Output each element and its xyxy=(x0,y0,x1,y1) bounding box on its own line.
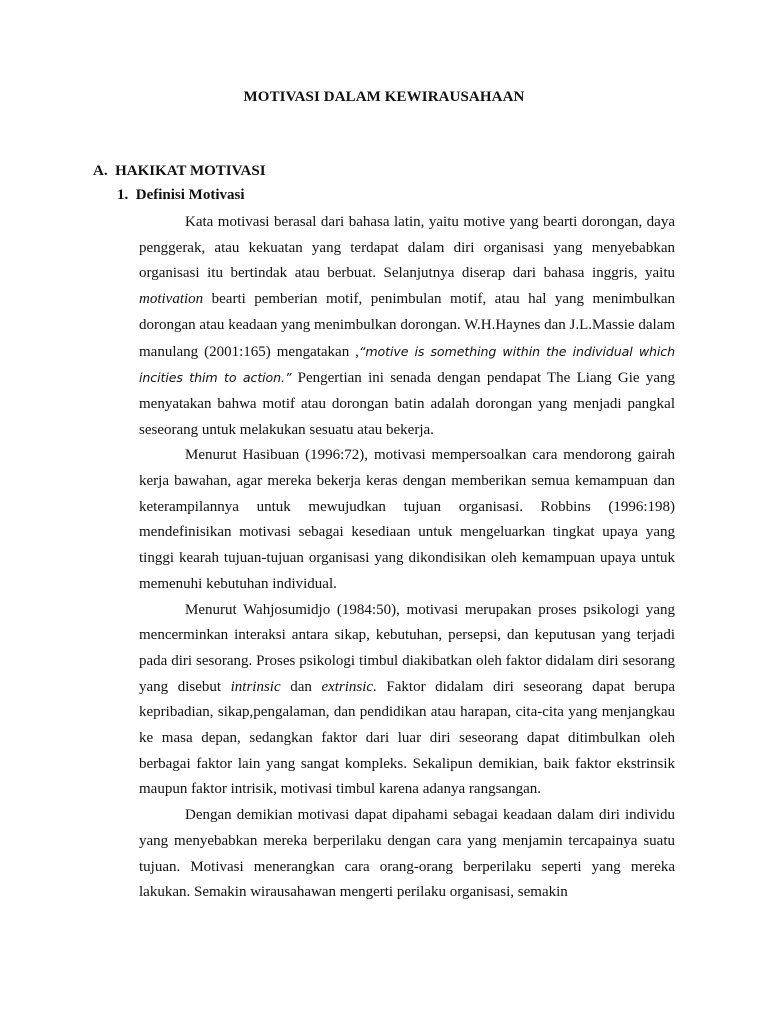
section-heading xyxy=(93,163,266,180)
paragraph-3 xyxy=(139,598,675,804)
paragraph-4: Dengan demikian motivasi dapat dipahami sebagai keadaan dalam diri individu yang menyebabkan mereka berperilaku dengan cara yang menjamin tercapainya suatu tujuan. Motivasi menerangkan cara orang-orang berperilaku seperti yang mereka lakukan. Semakin wirausahawan mengerti perilaku organisasi, semakin xyxy=(139,807,675,901)
p3-text-1: Menurut Wahjosumidjo (1984:50), motivasi merupakan proses psikologi yang mencerminkan interaksi antara sikap, kebutuhan, persepsi, dan keputusan yang terjadi pada diri sesorang. Proses psikologi timbul diakibatkan oleh faktor didalam diri sesorang yang disebut xyxy=(139,601,675,695)
p1-text-2: bearti pemberian motif, penimbulan motif, atau hal yang menimbulkan dorongan atau keadaan yang menimbulkan dorongan. W.H.Haynes dan J.L.Massie dalam manulang (2001:165) mengatakan , xyxy=(139,291,675,360)
subsection-label: Definisi Motivasi xyxy=(135,187,245,203)
p1-text-3: Pengertian ini senada dengan pendapat The Liang Gie yang menyatakan bahwa motif atau dorongan batin adalah dorongan yang menjadi pangkal seseorang untuk melakukan sesuatu atau bekerja. xyxy=(139,370,675,438)
paragraph-1 xyxy=(139,210,675,443)
body-text xyxy=(139,210,675,906)
document-title: MOTIVASI DALAM KEWIRAUSAHAAN xyxy=(243,89,525,105)
p3-text-2: dan xyxy=(280,678,322,695)
subsection-marker: 1. xyxy=(117,187,129,203)
section-label: HAKIKAT MOTIVASI xyxy=(115,163,266,179)
p3-text-3: Faktor didalam diri seseorang dapat berupa kepribadian, sikap,pengalaman, dan pendidikan atau harapan, cita-cita yang menjangkau ke masa depan, sedangkan faktor dari luar diri seseorang dapat ditimbulkan oleh berbagai faktor lain yang sangat kompleks. Sekalipun demikian, baik faktor ekstrinsik maupun faktor intrisik, motivasi timbul karena adanya rangsangan. xyxy=(139,678,675,798)
section-marker: A. xyxy=(93,163,108,179)
p1-text-1: Kata motivasi berasal dari bahasa latin, yaitu motive yang bearti dorongan, daya penggerak, atau kekuatan yang terdapat dalam diri organisasi yang menyebabkan organisasi itu bertindak atau berbuat. Selanjutnya diserap dari bahasa inggris, yaitu xyxy=(139,214,675,282)
subsection-heading xyxy=(117,187,245,204)
paragraph-2: Menurut Hasibuan (1996:72), motivasi mempersoalkan cara mendorong gairah kerja bawahan, agar mereka bekerja keras dengan memberikan semua kemampuan dan keterampilannya untuk mewujudkan tujuan organisasi. Robbins (1996:198) mendefinisikan motivasi sebagai kesediaan untuk mengeluarkan tingkat upaya yang tinggi kearah tujuan-tujuan organisasi yang dikondisikan oleh kemampuan upaya untuk memenuhi kebutuhan individual. xyxy=(139,447,675,592)
haynes-massie-quote: “motive is something within the individual which incities thim to action.” xyxy=(139,343,676,386)
term-intrinsic: intrinsic xyxy=(230,678,281,695)
term-motivation: motivation xyxy=(139,291,204,308)
term-extrinsic: extrinsic. xyxy=(321,678,377,695)
